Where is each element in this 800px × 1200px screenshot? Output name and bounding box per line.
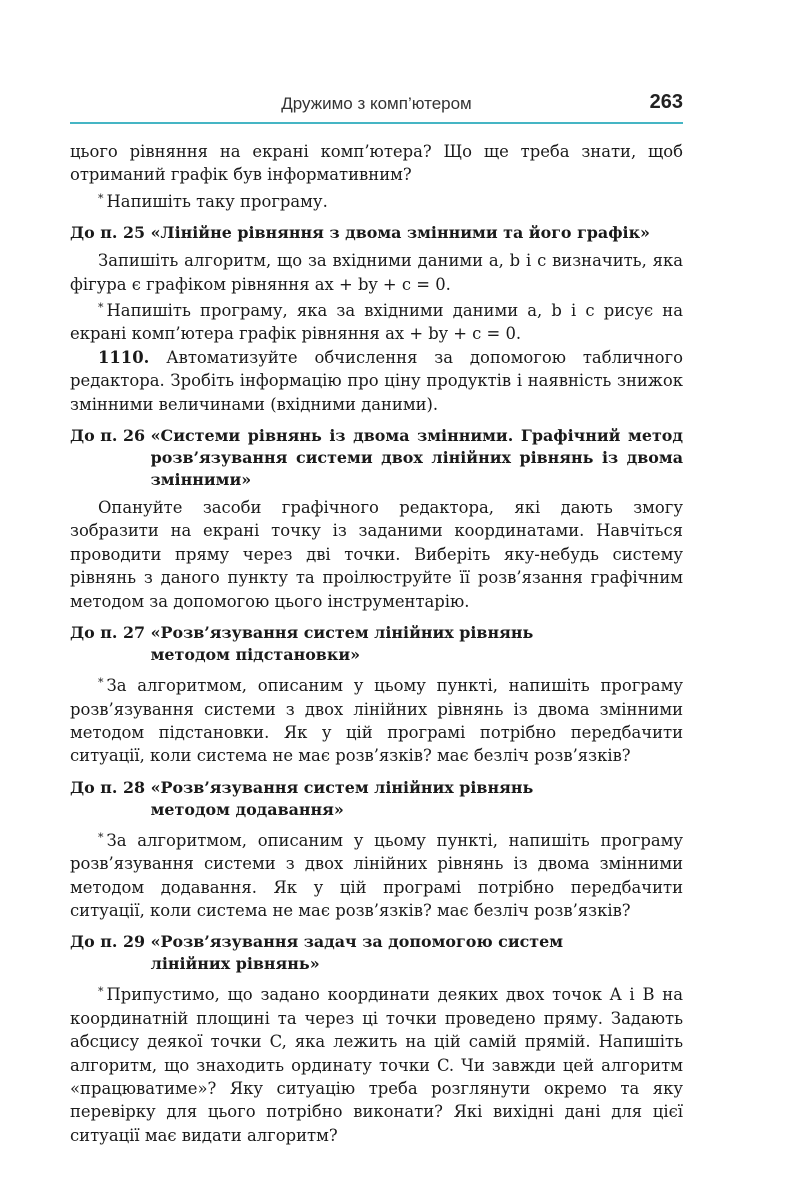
s27-paragraph-1-text: За алгоритмом, описаним у цьому пункті, напишіть програму розв’язування системи з двох лінійних рівнянь із двома змінними методом підстановки. Як у цій програмі потрібно передбачити ситуації, коли система не має розв’язків? має безліч розв’язків? — [70, 676, 683, 766]
asterisk-mark: * — [98, 301, 104, 315]
s26-paragraph-1: Опануйте засоби графічного редактора, які дають змогу зобразити на екрані точку із заданими координатами. Навчіться проводити пряму через дві точки. Виберіть яку-небудь систему рівнянь з даного пункту та проілюструйте її розв’язання графічним методом за допомогою цього інструментарію. — [70, 498, 683, 611]
section-title: «Розв’язування задач за допомогою систем лінійних рівнянь» — [150, 932, 564, 974]
s27-paragraph-1 — [70, 671, 683, 768]
s29-paragraph-1 — [70, 980, 683, 1147]
intro-star-paragraph — [70, 187, 683, 213]
exercise-number: 1110. — [98, 347, 150, 367]
s28-paragraph-1 — [70, 826, 683, 923]
s29-paragraph-1-text: Припустимо, що задано координати деяких двох точок A і B на координатній площині та через ці точки проведено пряму. Задають абсцису деякої точки C, яка лежить на цій самій прямій. Напишіть алгоритм, що знаходить ординату точки C. Чи завжди цей алгоритм «працюватиме»? Яку ситуацію треба розглянути окремо та яку перевірку для цього потрібно виконати? Які вихідні дані для цієї ситуації має видати алгоритм? — [70, 985, 683, 1145]
asterisk-mark: * — [98, 676, 104, 690]
section-title: «Системи рівнянь із двома змінними. Графічний метод розв’язування системи двох лінійних рівнянь із двома змінними» — [150, 426, 683, 490]
section-heading-26 — [70, 425, 683, 491]
section-number: До п. 28 — [70, 777, 151, 797]
exercise-text: Автоматизуйте обчислення за допомогою табличного редактора. Зробіть інформацію про ціну продуктів і наявність знижок змінними величинами (вхідними даними). — [70, 347, 683, 414]
section-number: До п. 29 — [70, 932, 151, 952]
section-heading-28 — [70, 777, 570, 821]
section-number: До п. 27 — [70, 623, 151, 643]
s25-paragraph-2 — [70, 296, 683, 346]
section-heading-25 — [70, 222, 683, 244]
section-number: До п. 25 — [70, 223, 151, 243]
intro-paragraph: цього рівняння на екрані комп’ютера? Що ще треба знати, щоб отриманий графік був інформативним? — [70, 142, 683, 185]
s25-paragraph-1: Запишіть алгоритм, що за вхідними даними a, b і c визначить, яка фігура є графіком рівняння ax + by + c = 0. — [70, 251, 683, 294]
section-title: «Лінійне рівняння з двома змінними та його графік» — [150, 223, 650, 243]
section-title: «Розв’язування систем лінійних рівнянь методом підстановки» — [150, 623, 534, 665]
section-title: «Розв’язування систем лінійних рівнянь методом додавання» — [150, 777, 534, 819]
section-heading-27 — [70, 622, 570, 666]
intro-star-text: Напишіть таку програму. — [106, 191, 328, 211]
running-title: Дружимо з комп’ютером — [281, 94, 472, 113]
exercise-1110 — [70, 346, 683, 416]
asterisk-mark: * — [98, 830, 104, 844]
section-number: До п. 26 — [70, 426, 151, 446]
running-header — [70, 88, 683, 124]
page-number: 263 — [649, 91, 683, 113]
s28-paragraph-1-text: За алгоритмом, описаним у цьому пункті, напишіть програму розв’язування системи з двох лінійних рівнянь із двома змінними методом додавання. Як у цій програмі потрібно передбачити ситуації, коли система не має розв’язків? має безліч розв’язків? — [70, 830, 683, 920]
page-content — [70, 140, 683, 1147]
asterisk-mark: * — [98, 191, 104, 205]
section-heading-29 — [70, 931, 570, 975]
s25-paragraph-2-text: Напишіть програму, яка за вхідними даними a, b і c рисує на екрані комп’ютера графік рівняння ax + by + c = 0. — [70, 301, 683, 344]
asterisk-mark: * — [98, 985, 104, 999]
